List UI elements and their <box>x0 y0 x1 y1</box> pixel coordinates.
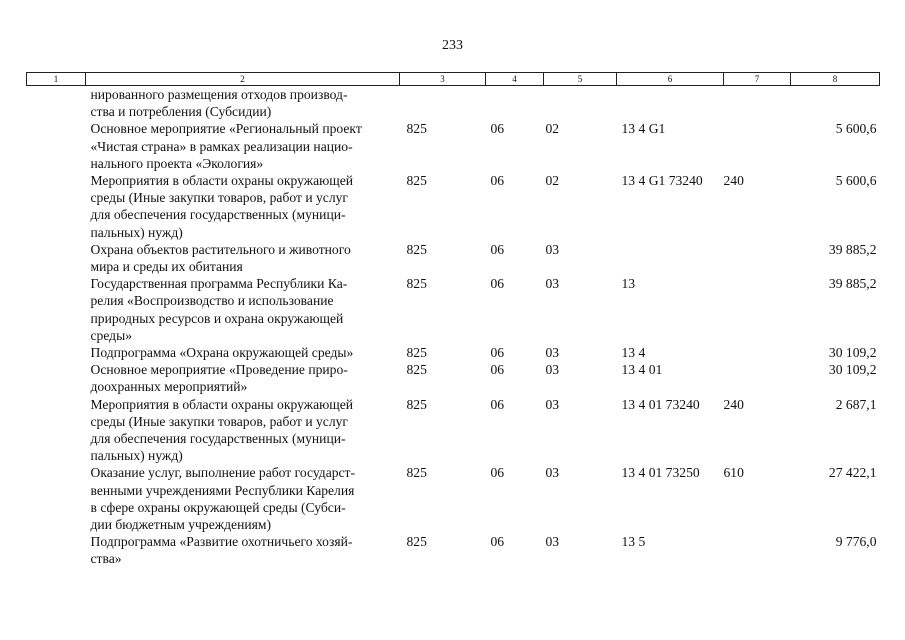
row-name-line: Оказание услуг, выполнение работ государст- <box>90 465 356 481</box>
subsection-cell: 03 <box>545 276 560 292</box>
subsection-cell: 03 <box>545 396 560 412</box>
admin-code-cell: 825 <box>406 362 427 378</box>
row-name-line: нального проекта «Экология» <box>90 155 264 171</box>
admin-code-cell: 825 <box>406 345 427 361</box>
amount-cell: 9 776,0 <box>835 534 877 550</box>
row-name-line: дии бюджетным учреждениям) <box>90 517 271 533</box>
table-row <box>27 241 880 275</box>
header-col-6: 6 <box>617 73 724 86</box>
target-article-cell: 13 4 <box>621 345 646 361</box>
target-article-cell: 13 4 01 73250 <box>621 465 700 481</box>
admin-code-cell: 825 <box>406 396 427 412</box>
target-article-cell <box>617 241 724 275</box>
row-name-line: Мероприятия в области охраны окружающей <box>90 173 354 189</box>
amount-cell <box>791 86 880 121</box>
expense-type-cell: 240 <box>723 173 744 189</box>
subsection-cell: 02 <box>545 121 560 137</box>
row-number-cell <box>27 464 86 533</box>
budget-table-container <box>26 72 879 568</box>
row-number-cell <box>27 344 86 361</box>
row-name-line: Основное мероприятие «Региональный проект <box>90 121 362 137</box>
row-number-cell <box>27 120 86 172</box>
row-name-line: «Чистая страна» в рамках реализации нацио- <box>90 138 353 154</box>
table-row <box>27 86 880 121</box>
amount-cell: 5 600,6 <box>835 173 877 189</box>
row-name-line: мира и среды их обитания <box>90 259 243 275</box>
subsection-cell: 02 <box>545 173 560 189</box>
header-col-3: 3 <box>400 73 486 86</box>
admin-code-cell: 825 <box>406 534 427 550</box>
target-article-cell <box>617 86 724 121</box>
header-row <box>27 73 880 86</box>
amount-cell: 30 109,2 <box>828 345 877 361</box>
section-cell: 06 <box>490 345 505 361</box>
section-cell: 06 <box>490 534 505 550</box>
row-name-line: для обеспечения государственных (муници- <box>90 207 346 223</box>
expense-type-cell <box>724 120 791 172</box>
budget-table <box>26 72 880 568</box>
row-name-line: ства» <box>90 551 122 567</box>
section-cell: 06 <box>490 362 505 378</box>
row-name-cell <box>86 396 400 465</box>
row-name-line: для обеспечения государственных (муници- <box>90 431 346 447</box>
header-col-7: 7 <box>724 73 791 86</box>
admin-code-cell <box>400 86 486 121</box>
target-article-cell: 13 5 <box>621 534 646 550</box>
admin-code-cell: 825 <box>406 173 427 189</box>
section-cell: 06 <box>490 396 505 412</box>
section-cell: 06 <box>490 173 505 189</box>
row-name-cell <box>86 120 400 172</box>
row-number-cell <box>27 396 86 465</box>
section-cell: 06 <box>490 241 505 257</box>
amount-cell: 39 885,2 <box>828 276 877 292</box>
row-name-cell <box>86 344 400 361</box>
subsection-cell: 03 <box>545 362 560 378</box>
target-article-cell: 13 4 01 <box>621 362 663 378</box>
section-cell: 06 <box>490 121 505 137</box>
row-name-line: нированного размещения отходов производ- <box>90 87 348 102</box>
row-name-line: среды» <box>90 327 133 343</box>
amount-cell: 2 687,1 <box>835 396 877 412</box>
row-name-line: Подпрограмма «Развитие охотничьего хозяй- <box>90 534 353 550</box>
amount-cell: 30 109,2 <box>828 362 877 378</box>
amount-cell: 27 422,1 <box>828 465 877 481</box>
table-header <box>27 73 880 86</box>
row-number-cell <box>27 533 86 567</box>
subsection-cell: 03 <box>545 534 560 550</box>
header-col-8: 8 <box>791 73 880 86</box>
amount-cell: 39 885,2 <box>828 241 877 257</box>
table-row <box>27 361 880 395</box>
row-number-cell <box>27 86 86 121</box>
row-name-line: пальных) нужд) <box>90 224 183 240</box>
row-name-line: Основное мероприятие «Проведение приро- <box>90 362 348 378</box>
admin-code-cell: 825 <box>406 276 427 292</box>
row-name-line: среды (Иные закупки товаров, работ и услуг <box>90 413 348 429</box>
subsection-cell: 03 <box>545 465 560 481</box>
expense-type-cell <box>724 241 791 275</box>
subsection-cell: 03 <box>545 345 560 361</box>
table-row <box>27 172 880 241</box>
expense-type-cell <box>724 344 791 361</box>
target-article-cell: 13 4 G1 73240 <box>621 173 703 189</box>
row-name-line: среды (Иные закупки товаров, работ и услуг <box>90 190 348 206</box>
table-row <box>27 464 880 533</box>
header-col-1: 1 <box>27 73 86 86</box>
subsection-cell: 03 <box>545 241 560 257</box>
expense-type-cell <box>724 86 791 121</box>
expense-type-cell <box>724 361 791 395</box>
table-row <box>27 275 880 344</box>
row-name-line: Мероприятия в области охраны окружающей <box>90 396 354 412</box>
row-name-line: природных ресурсов и охрана окружающей <box>90 310 344 326</box>
page-number: 233 <box>442 38 463 53</box>
table-row <box>27 533 880 567</box>
row-name-cell <box>86 361 400 395</box>
row-name-line: Охрана объектов растительного и животного <box>90 241 351 257</box>
table-row <box>27 344 880 361</box>
header-col-2: 2 <box>86 73 400 86</box>
table-body <box>27 86 880 568</box>
row-number-cell <box>27 241 86 275</box>
row-name-line: ства и потребления (Субсидии) <box>90 104 272 120</box>
row-name-line: релия «Воспроизводство и использование <box>90 293 334 309</box>
row-number-cell <box>27 172 86 241</box>
row-name-cell <box>86 241 400 275</box>
section-cell: 06 <box>490 276 505 292</box>
table-row <box>27 120 880 172</box>
row-number-cell <box>27 361 86 395</box>
row-number-cell <box>27 275 86 344</box>
expense-type-cell <box>724 533 791 567</box>
row-name-line: Государственная программа Республики Ка- <box>90 276 348 292</box>
row-name-cell <box>86 86 400 121</box>
table-row <box>27 396 880 465</box>
admin-code-cell: 825 <box>406 121 427 137</box>
subsection-cell <box>544 86 617 121</box>
row-name-line: доохранных мероприятий» <box>90 379 248 395</box>
admin-code-cell: 825 <box>406 465 427 481</box>
row-name-cell <box>86 275 400 344</box>
section-cell <box>486 86 544 121</box>
header-col-5: 5 <box>544 73 617 86</box>
target-article-cell: 13 4 G1 <box>621 121 666 137</box>
section-cell: 06 <box>490 465 505 481</box>
target-article-cell: 13 <box>621 276 636 292</box>
header-col-4: 4 <box>486 73 544 86</box>
admin-code-cell: 825 <box>406 241 427 257</box>
target-article-cell: 13 4 01 73240 <box>621 396 700 412</box>
expense-type-cell: 240 <box>723 396 744 412</box>
expense-type-cell: 610 <box>723 465 744 481</box>
amount-cell: 5 600,6 <box>835 121 877 137</box>
row-name-line: пальных) нужд) <box>90 448 183 464</box>
row-name-line: Подпрограмма «Охрана окружающей среды» <box>90 345 354 361</box>
row-name-cell <box>86 172 400 241</box>
row-name-line: в сфере охраны окружающей среды (Субси- <box>90 499 346 515</box>
row-name-cell <box>86 464 400 533</box>
row-name-line: венными учреждениями Республики Карелия <box>90 482 355 498</box>
expense-type-cell <box>724 275 791 344</box>
row-name-cell <box>86 533 400 567</box>
